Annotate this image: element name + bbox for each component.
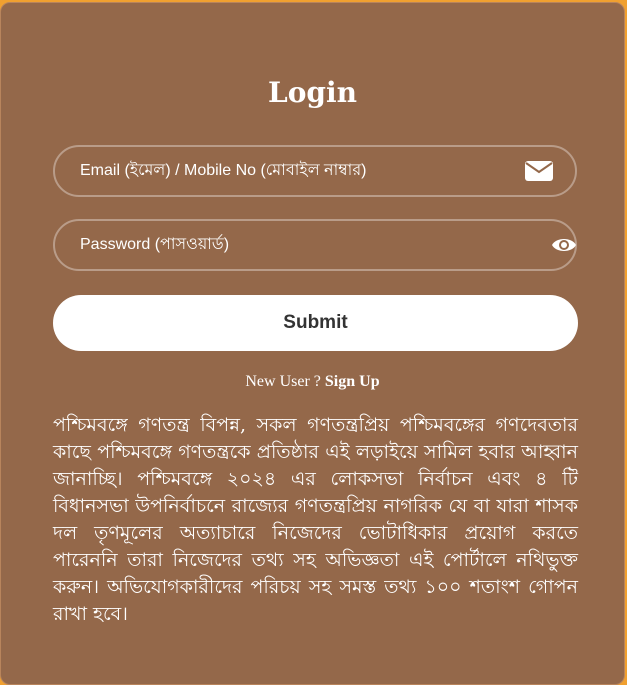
new-user-text: New User ?: [245, 373, 321, 390]
email-field-wrapper[interactable]: [53, 145, 577, 197]
submit-button[interactable]: Submit: [53, 295, 578, 351]
login-card: [0, 2, 625, 685]
eye-icon[interactable]: [551, 235, 577, 255]
envelope-icon: [525, 161, 553, 181]
password-input[interactable]: [80, 221, 510, 269]
new-user-row: [1, 372, 624, 392]
notice-text: পশ্চিমবঙ্গে গণতন্ত্র বিপন্ন, সকল গণতন্ত্রপ্রিয় পশ্চিমবঙ্গের গণদেবতার কাছে পশ্চিমবঙ্গে গণতন্ত্রকে প্রতিষ্ঠার এই লড়াইয়ে সামিল হবার আহ্বান জানাচ্ছি। পশ্চিমবঙ্গে ২০২৪ এর লোকসভা নির্বাচন এবং ৪ টি বিধানসভা উপনির্বাচনে রাজ্যের গণতন্ত্রপ্রিয় নাগরিক যে বা যারা শাসক দল তৃণমূলের অত্যাচারে নিজেদের ভোটাধিকার প্রয়োগ করতে পারেননি তারা নিজেদের তথ্য সহ অভিজ্ঞতা এই পোর্টালে নথিভুক্ত করুন। অভিযোগকারীদের পরিচয় সহ সমস্ত তথ্য ১০০ শতাংশ গোপন রাখা হবে।: [53, 414, 578, 625]
password-field-wrapper[interactable]: [53, 219, 577, 271]
login-title: Login: [268, 76, 357, 109]
sign-up-link[interactable]: Sign Up: [324, 373, 380, 390]
email-input[interactable]: [80, 147, 510, 195]
